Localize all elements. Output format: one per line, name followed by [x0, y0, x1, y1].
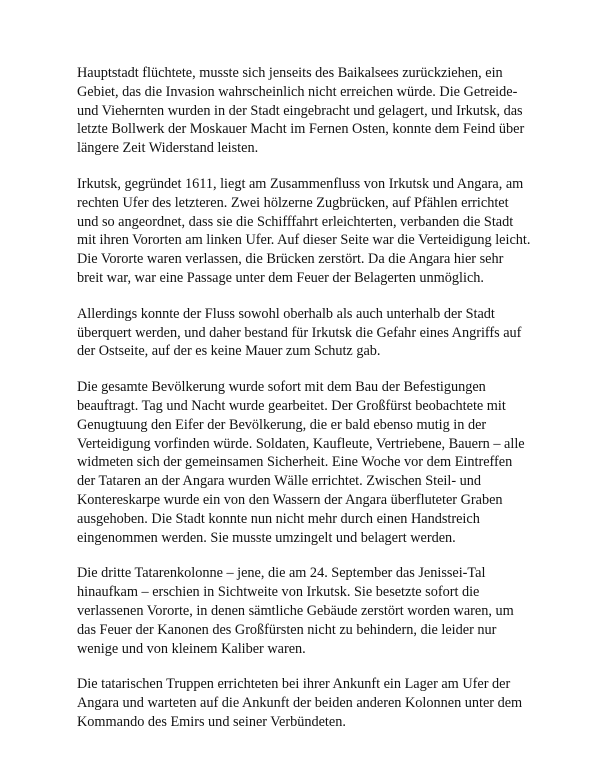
paragraph-5: Die dritte Tatarenkolonne – jene, die am 24. September das Jenissei-Tal hinaufkam – erschien in Sichtweite von Irkutsk. Sie besetzte sofort die verlassenen Vororte, in denen sämtliche Gebäude zerstört worden waren, um das Feuer der Kanonen des Großfürsten nicht zu behindern, die leider nur wenige und von kleinem Kaliber waren. [77, 565, 514, 657]
paragraph-3: Allerdings konnte der Fluss sowohl oberhalb als auch unterhalb der Stadt überquert werden, und daher bestand für Irkutsk die Gefahr eines Angriffs auf der Ostseite, auf der es keine Mauer zum Schutz gab. [77, 305, 522, 360]
paragraph-2: Irkutsk, gegründet 1611, liegt am Zusammenfluss von Irkutsk und Angara, am rechten Ufer des letzteren. Zwei hölzerne Zugbrücken, auf Pfählen errichtet und so angeordnet, dass sie die Schifffahrt erleichterten, verbanden die Stadt mit ihren Vororten am linken Ufer. Auf dieser Seite war die Verteidigung leicht. Die Vororte waren verlassen, die Brücken zerstört. Da die Angara hier sehr breit war, war eine Passage unter dem Feuer der Belagerten unmöglich. [77, 175, 531, 286]
text-body [77, 64, 532, 749]
paragraph-6: Die tatarischen Truppen errichteten bei ihrer Ankunft ein Lager am Ufer der Angara und warteten auf die Ankunft der beiden anderen Kolonnen unter dem Kommando des Emirs und seiner Verbündeten. [77, 676, 523, 730]
paragraph-4: Die gesamte Bevölkerung wurde sofort mit dem Bau der Befestigungen beauftragt. Tag und Nacht wurde gearbeitet. Der Großfürst beobachtete mit Genugtuung den Eifer der Bevölkerung, die er bald ebenso mutig in der Verteidigung vorfinden würde. Soldaten, Kaufleute, Vertriebene, Bauern – alle widmeten sich der gemeinsamen Sicherheit. Eine Woche vor dem Eintreffen der Tataren an der Angara wurden Wälle errichtet. Zwischen Steil- und Kontereskarpe wurde ein von den Wassern der Angara überfluteter Graben ausgehoben. Die Stadt konnte nun nicht mehr durch einen Handstreich eingenommen werden. Sie musste umzingelt und belagert werden. [77, 379, 525, 546]
paragraph-1: Hauptstadt flüchtete, musste sich jenseits des Baikalsees zurückziehen, ein Gebiet, das die Invasion wahrscheinlich nicht erreichen würde. Die Getreide- und Viehernten wurden in der Stadt eingebracht und gelagert, und Irkutsk, das letzte Bollwerk der Moskauer Macht im Fernen Osten, konnte dem Feind über längere Zeit Widerstand leisten. [77, 65, 525, 157]
